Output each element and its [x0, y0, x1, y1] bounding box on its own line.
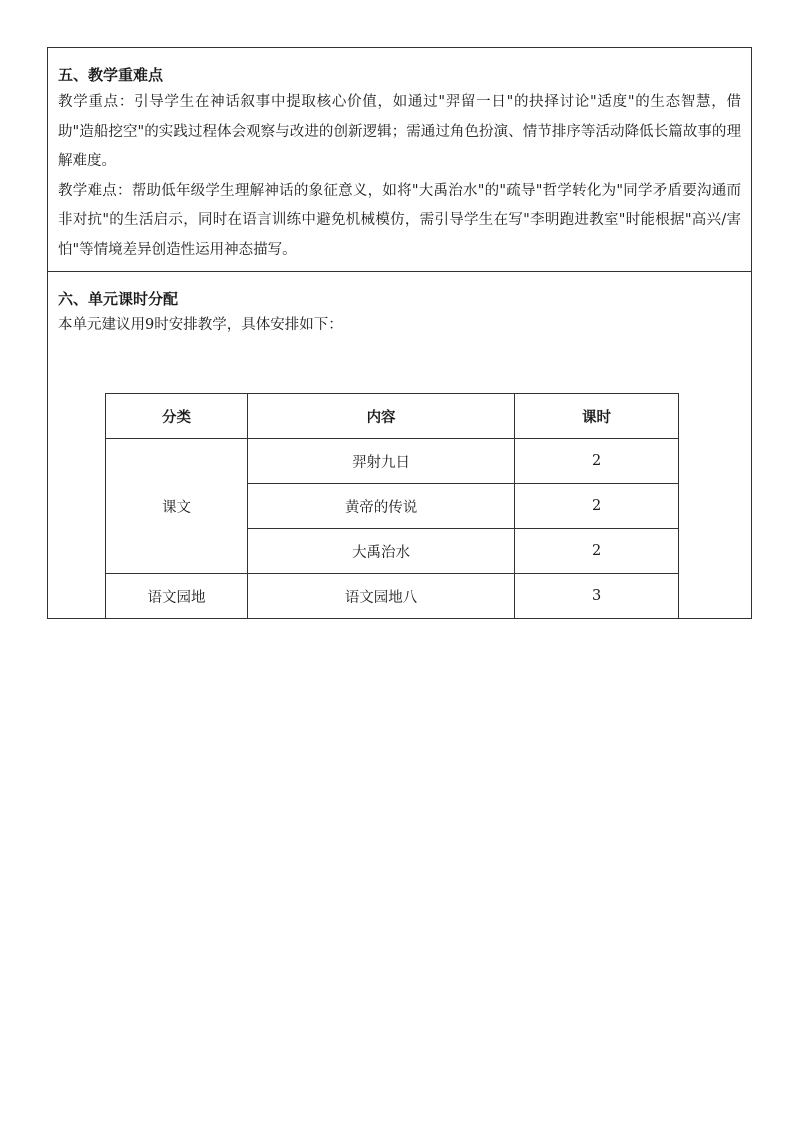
section-lesson-allocation [48, 272, 751, 618]
document-frame [47, 47, 752, 619]
hours-cell: 2 [515, 484, 679, 529]
content-cell: 羿射九日 [248, 439, 515, 484]
hours-cell: 2 [515, 529, 679, 574]
section-heading: 五、教学重难点 [58, 66, 164, 84]
difficulties-paragraph: 教学难点：帮助低年级学生理解神话的象征意义，如将"大禹治水"的"疏导"哲学转化为"同学矛盾要沟通而非对抗"的生活启示，同时在语言训练中避免机械模仿，需引导学生在写"李明跑进教室"时能根据"高兴/害怕"等情境差异创造性运用神态描写。 [58, 182, 741, 258]
category-cell: 语文园地 [106, 574, 248, 619]
category-cell: 课文 [106, 439, 248, 574]
hours-cell: 2 [515, 439, 679, 484]
header-category: 分类 [106, 394, 248, 439]
hours-cell: 3 [515, 574, 679, 619]
header-content: 内容 [248, 394, 515, 439]
key-points-paragraph: 教学重点：引导学生在神话叙事中提取核心价值，如通过"羿留一日"的抉择讨论"适度"的生态智慧，借助"造船挖空"的实践过程体会观察与改进的创新逻辑；需通过角色扮演、情节排序等活动降低长篇故事的理解难度。 [58, 94, 741, 169]
content-cell: 语文园地八 [248, 574, 515, 619]
content-cell: 黄帝的传说 [248, 484, 515, 529]
section-teaching-focus [48, 48, 751, 272]
header-hours: 课时 [515, 394, 679, 439]
allocation-table [105, 393, 679, 619]
allocation-intro: 本单元建议用9时安排教学，具体安排如下： [58, 317, 343, 333]
table-header-row [106, 394, 679, 439]
section-heading: 六、单元课时分配 [58, 290, 179, 308]
table-row [106, 439, 679, 484]
table-row [106, 574, 679, 619]
content-cell: 大禹治水 [248, 529, 515, 574]
